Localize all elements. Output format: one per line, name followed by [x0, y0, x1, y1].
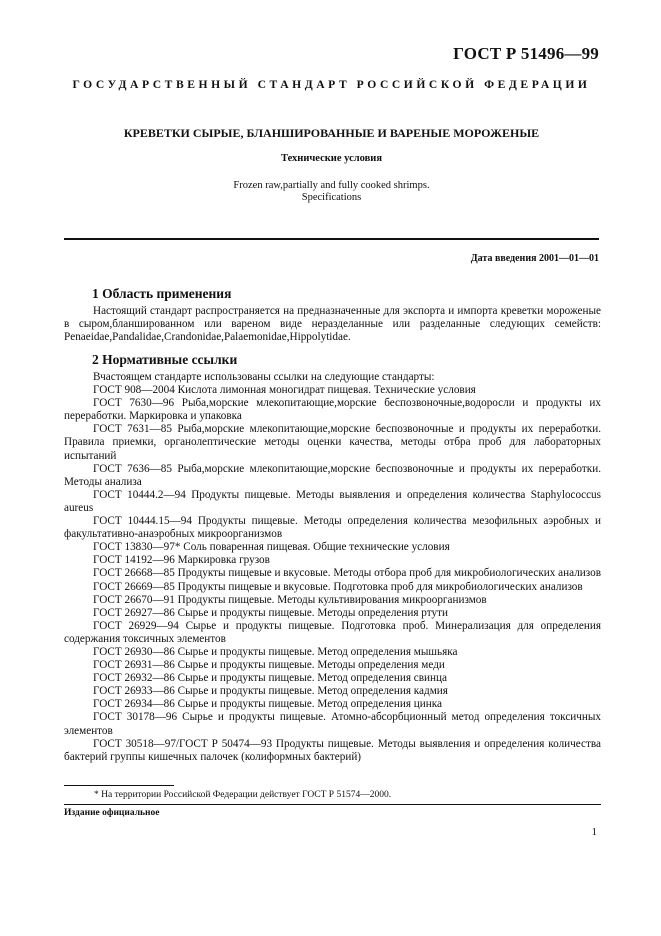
- reference-item: ГОСТ 30178—96 Сырье и продукты пищевые. Атомно-абсорбционный метод определения токсичных элементов: [64, 711, 601, 737]
- reference-item: ГОСТ 26668—85 Продукты пищевые и вкусовые. Методы отбора проб для микробиологических анализов: [93, 567, 602, 580]
- section-1-text: Настоящий стандарт распространяется на предназначенные для экспорта и импорта креветки мороженые в сыром,бланшированном или вареном виде неразделанные или разделанные следующих семейств: Penaeidae,Pandalidae,Crandonidae,Palaemonidae,Hippolytidae.: [64, 305, 601, 344]
- footnote: * На территории Российской Федерации действует ГОСТ Р 51574—2000.: [94, 790, 392, 800]
- edition-divider: [64, 804, 601, 805]
- footnote-divider: [64, 785, 174, 786]
- reference-item: ГОСТ 7636—85 Рыба,морские млекопитающие,морские беспозвоночные и продукты их переработки. Методы анализа: [64, 462, 601, 488]
- reference-item: ГОСТ 14192—96 Маркировка грузов: [93, 554, 270, 567]
- reference-item: ГОСТ 26670—91 Продукты пищевые. Методы культивирования микроорганизмов: [93, 593, 487, 606]
- document-subtitle: Технические условия: [280, 153, 383, 164]
- page-number: 1: [591, 826, 597, 838]
- document-title: КРЕВЕТКИ СЫРЫЕ, БЛАНШИРОВАННЫЕ И ВАРЕНЫЕ МОРОЖЕНЫЕ: [123, 126, 540, 140]
- reference-item: ГОСТ 26929—94 Сырье и продукты пищевые. Подготовка проб. Минерализация для определения содержания токсичных элементов: [64, 619, 601, 645]
- english-title-line-1: Frozen raw,partially and fully cooked shrimps.: [233, 180, 430, 191]
- gost-code: ГОСТ Р 51496—99: [453, 44, 599, 63]
- reference-item: ГОСТ 7631—85 Рыба,морские млекопитающие,морские беспозвоночные и продукты их переработки. Правила приемки, органолептические методы оценки качества, методы отбра проб для лабораторных испытаний: [64, 423, 601, 462]
- reference-item: ГОСТ 26934—86 Сырье и продукты пищевые. Метод определения цинка: [93, 698, 442, 711]
- section-1-heading: 1 Область применения: [92, 286, 232, 301]
- references-intro: Вчастоящем стандарте использованы ссылки на следующие стандарты:: [93, 371, 435, 383]
- reference-item: ГОСТ 26930—86 Сырье и продукты пищевые. Метод определения мышьяка: [93, 645, 458, 658]
- reference-item: ГОСТ 26669—85 Продукты пищевые и вкусовые. Подготовка проб для микробиологических анализов: [93, 580, 583, 593]
- header-divider: [64, 238, 599, 240]
- edition-label: Издание официальное: [64, 808, 160, 818]
- reference-item: ГОСТ 7630—96 Рыба,морские млекопитающие,морские беспозвоночные,водоросли и продукты их переработки. Маркировка и упаковка: [64, 397, 601, 423]
- reference-item: ГОСТ 10444.2—94 Продукты пищевые. Методы выявления и определения количества Staphylococcus aureus: [64, 488, 601, 514]
- reference-item: ГОСТ 13830—97* Соль поваренная пищевая. Общие технические условия: [93, 541, 450, 554]
- reference-item: ГОСТ 908—2004 Кислота лимонная моногидрат пищевая. Технические условия: [93, 384, 476, 397]
- reference-item: ГОСТ 26932—86 Сырье и продукты пищевые. Метод определения свинца: [93, 672, 447, 685]
- section-2-heading: 2 Нормативные ссылки: [92, 352, 238, 367]
- reference-item: ГОСТ 26927—86 Сырье и продукты пищевые. Методы определения ртути: [93, 606, 448, 619]
- english-title-line-2: Specifications: [301, 192, 362, 203]
- reference-item: ГОСТ 26933—86 Сырье и продукты пищевые. Метод определения кадмия: [93, 685, 448, 698]
- reference-item: ГОСТ 30518—97/ГОСТ Р 50474—93 Продукты пищевые. Методы выявления и определения количества бактерий группы кишечных палочек (колиформных бактерий): [64, 737, 601, 763]
- reference-item: ГОСТ 10444.15—94 Продукты пищевые. Методы определения количества мезофильных аэробных и факультативно-анаэробных микроорганизмов: [64, 515, 601, 541]
- english-title: [62, 180, 601, 204]
- state-standard-line: ГОСУДАРСТВЕННЫЙ СТАНДАРТ РОССИЙСКОЙ ФЕДЕРАЦИИ: [72, 78, 591, 91]
- references-list: [64, 371, 601, 764]
- introduction-date: Дата введения 2001—01—01: [470, 253, 599, 264]
- reference-item: ГОСТ 26931—86 Сырье и продукты пищевые. Методы определения меди: [93, 659, 445, 672]
